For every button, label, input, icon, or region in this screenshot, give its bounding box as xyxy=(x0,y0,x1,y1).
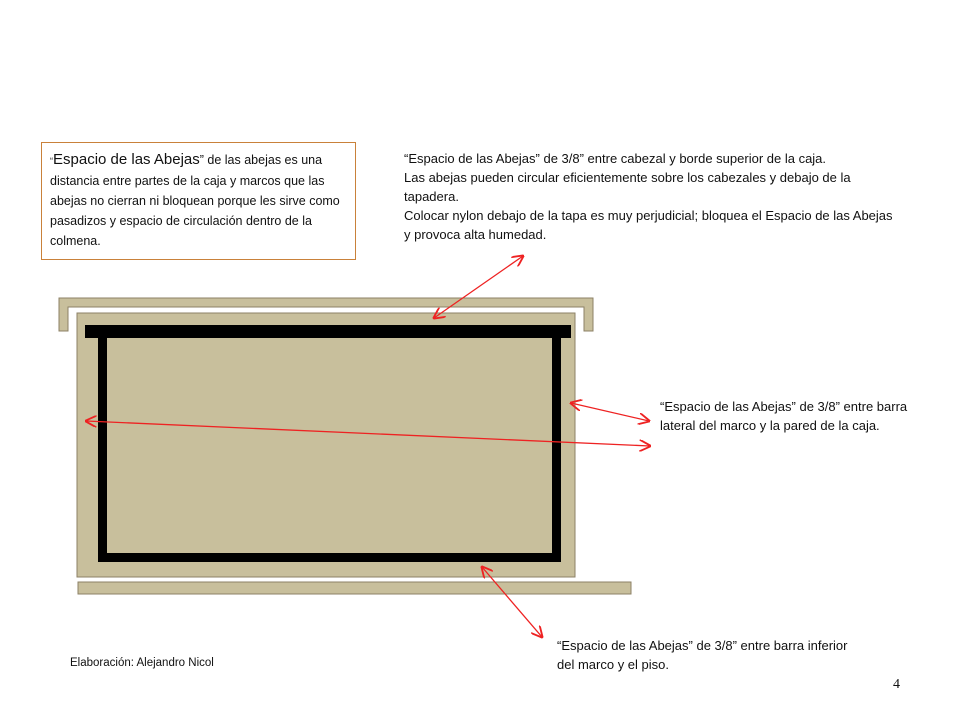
hive-box xyxy=(77,313,575,577)
annotation-top-line1: “Espacio de las Abejas” de 3/8” entre cabezal y borde superior de la caja. xyxy=(404,151,827,166)
annotation-top-line2: Las abejas pueden circular eficientemente sobre los cabezales y debajo de la tapadera. xyxy=(404,170,851,204)
annotation-bottom: “Espacio de las Abejas” de 3/8” entre barra inferior del marco y el piso. xyxy=(557,638,848,672)
definition-box xyxy=(41,142,356,260)
hive-floor xyxy=(78,582,631,594)
frame-top-bar xyxy=(85,325,571,338)
annotation-side: “Espacio de las Abejas” de 3/8” entre barra lateral del marco y la pared de la caja. xyxy=(660,399,908,433)
annotation-top-line3: Colocar nylon debajo de la tapa es muy perjudicial; bloquea el Espacio de las Abejas y provoca alta humedad. xyxy=(404,208,893,242)
definition-text: ” de las abejas es una distancia entre partes de la caja y marcos que las abejas no cierran ni bloquean porque les sirve como pasadizos y espacio de circulación dentro de la colmena. xyxy=(50,153,340,248)
definition-term: Espacio de las Abejas xyxy=(53,151,200,168)
definition-lead-quote: “ xyxy=(50,156,53,166)
page-number: 4 xyxy=(893,677,900,692)
frame-right-bar xyxy=(552,336,561,562)
credit-text: Elaboración: Alejandro Nicol xyxy=(70,657,214,669)
annotation-top xyxy=(404,149,894,244)
arrow-top-space xyxy=(434,256,523,318)
frame-left-bar xyxy=(98,336,107,562)
frame-bottom-bar xyxy=(98,553,561,562)
arrow-side-space xyxy=(571,403,649,421)
